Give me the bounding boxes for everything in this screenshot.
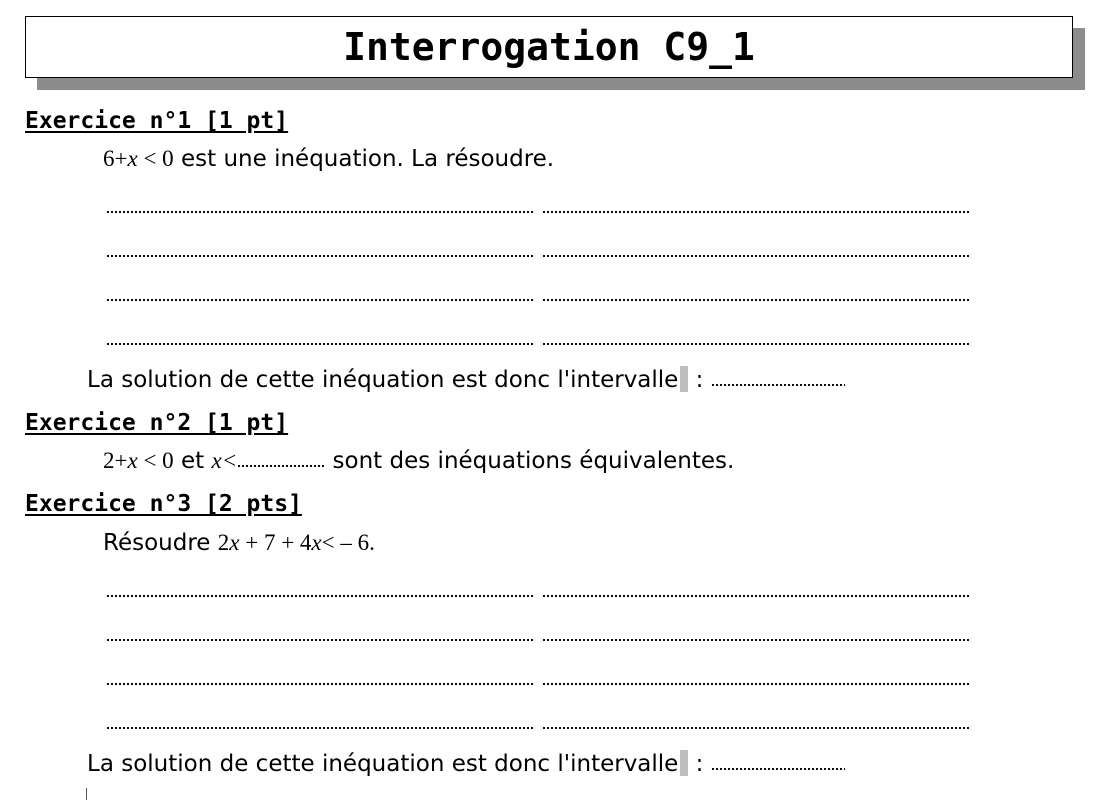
title-banner xyxy=(25,16,1073,78)
exercise-3-math: 2x + 7 + 4x< – 6. xyxy=(217,530,375,555)
exercise-1-conclusion xyxy=(87,366,845,393)
exercise-2-mid: et xyxy=(173,448,212,474)
exercise-3-conclusion-text: La solution de cette inéquation est donc l'intervalle xyxy=(87,751,679,777)
exercise-1-answer-line-2[interactable] xyxy=(106,242,970,262)
exercise-1-conclusion-text: La solution de cette inéquation est donc l'intervalle xyxy=(87,367,679,393)
exercise-1-interval-blank[interactable] xyxy=(711,383,845,387)
exercise-2-statement xyxy=(103,448,734,474)
exercise-3-answer-line-4[interactable] xyxy=(106,714,970,734)
exercise-3-conclusion-suffix: : xyxy=(688,751,711,777)
exercise-1-answer-line-4[interactable] xyxy=(106,330,970,350)
exercise-2-text: sont des inéquations équivalentes. xyxy=(325,448,735,474)
exercise-3-interval-blank[interactable] xyxy=(711,767,845,771)
exercise-3-answer-line-3[interactable] xyxy=(106,670,970,690)
exercise-1-answer-line-1[interactable] xyxy=(106,198,970,218)
exercise-1-answer-line-3[interactable] xyxy=(106,286,970,306)
exercise-2-math: 2+x < 0 xyxy=(103,448,174,473)
exercise-2-blank[interactable] xyxy=(237,464,325,468)
exercise-1-conclusion-suffix: : xyxy=(688,367,711,393)
title-box xyxy=(25,16,1073,78)
exercise-1-heading: Exercice n°1 [1 pt] xyxy=(25,108,289,134)
exercise-3-statement xyxy=(103,530,375,556)
exercise-3-answer-line-1[interactable] xyxy=(106,582,970,602)
exercise-2-heading: Exercice n°2 [1 pt] xyxy=(25,410,289,436)
exercise-3-text: Résoudre xyxy=(103,530,218,556)
page-title: Interrogation C9_1 xyxy=(343,25,755,69)
edit-cursor xyxy=(86,788,87,800)
exercise-1-statement xyxy=(103,146,554,172)
exercise-2-math2: x< xyxy=(211,448,238,473)
exercise-3-answer-line-2[interactable] xyxy=(106,626,970,646)
exercise-1-math: 6+x < 0 xyxy=(103,146,174,171)
exercise-3-heading: Exercice n°3 [2 pts] xyxy=(25,491,302,517)
exercise-3-conclusion xyxy=(87,750,845,777)
exercise-1-text: est une inéquation. La résoudre. xyxy=(173,146,555,172)
